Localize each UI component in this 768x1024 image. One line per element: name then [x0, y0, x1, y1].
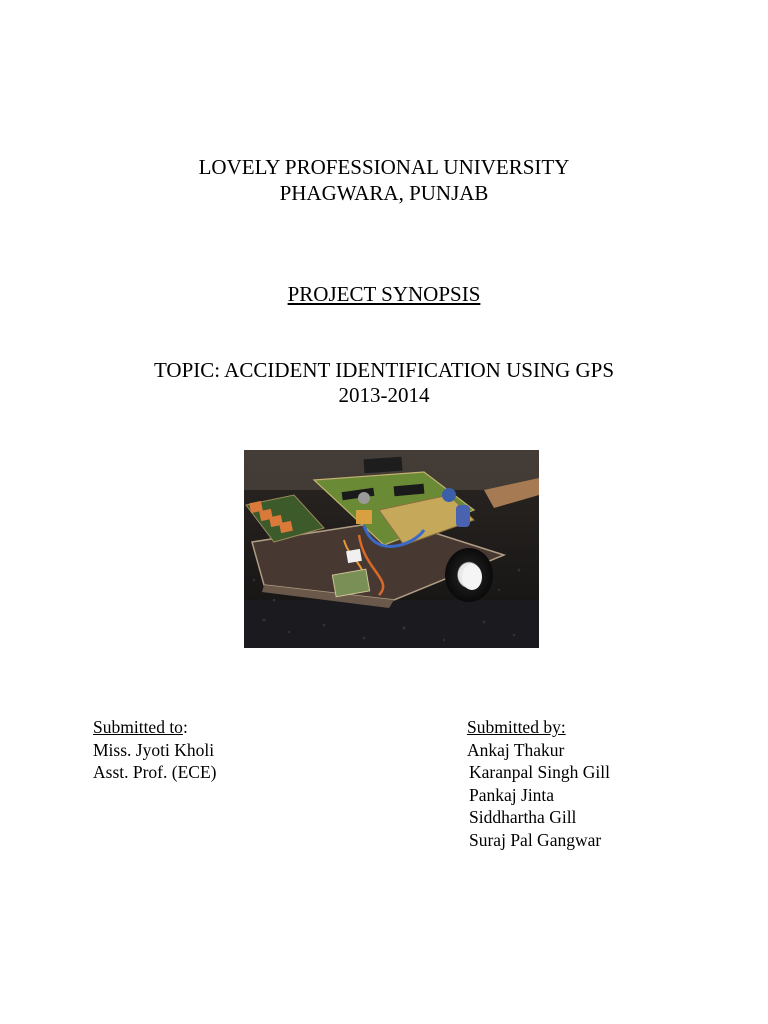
- submitted-by-heading: [467, 716, 610, 739]
- team-member: Ankaj Thakur: [467, 739, 565, 760]
- team-member: Pankaj Jinta: [469, 784, 555, 805]
- submitted-to-colon: :: [182, 717, 188, 737]
- team-member: Siddhartha Gill: [469, 807, 577, 827]
- submitted-to-block: [93, 716, 216, 784]
- submitted-to-heading: [93, 716, 216, 739]
- submitted-to-label: Submitted to: [93, 717, 183, 737]
- project-topic: TOPIC: ACCIDENT IDENTIFICATION USING GPS: [153, 358, 615, 382]
- submitted-by-label: Submitted by:: [467, 717, 566, 737]
- submitted-by-block: [467, 716, 610, 851]
- university-location: PHAGWARA, PUNJAB: [279, 181, 489, 205]
- supervisor-name: Miss. Jyoti Kholi: [93, 739, 215, 760]
- team-member: Karanpal Singh Gill: [469, 762, 610, 782]
- project-year: 2013-2014: [338, 383, 430, 407]
- project-prototype-photo: [244, 450, 539, 648]
- university-name: LOVELY PROFESSIONAL UNIVERSITY: [198, 155, 570, 179]
- team-member: Suraj Pal Gangwar: [469, 829, 602, 850]
- document-type-text: PROJECT SYNOPSIS: [287, 282, 481, 306]
- supervisor-designation: Asst. Prof. (ECE): [93, 762, 217, 782]
- document-type: [0, 281, 768, 307]
